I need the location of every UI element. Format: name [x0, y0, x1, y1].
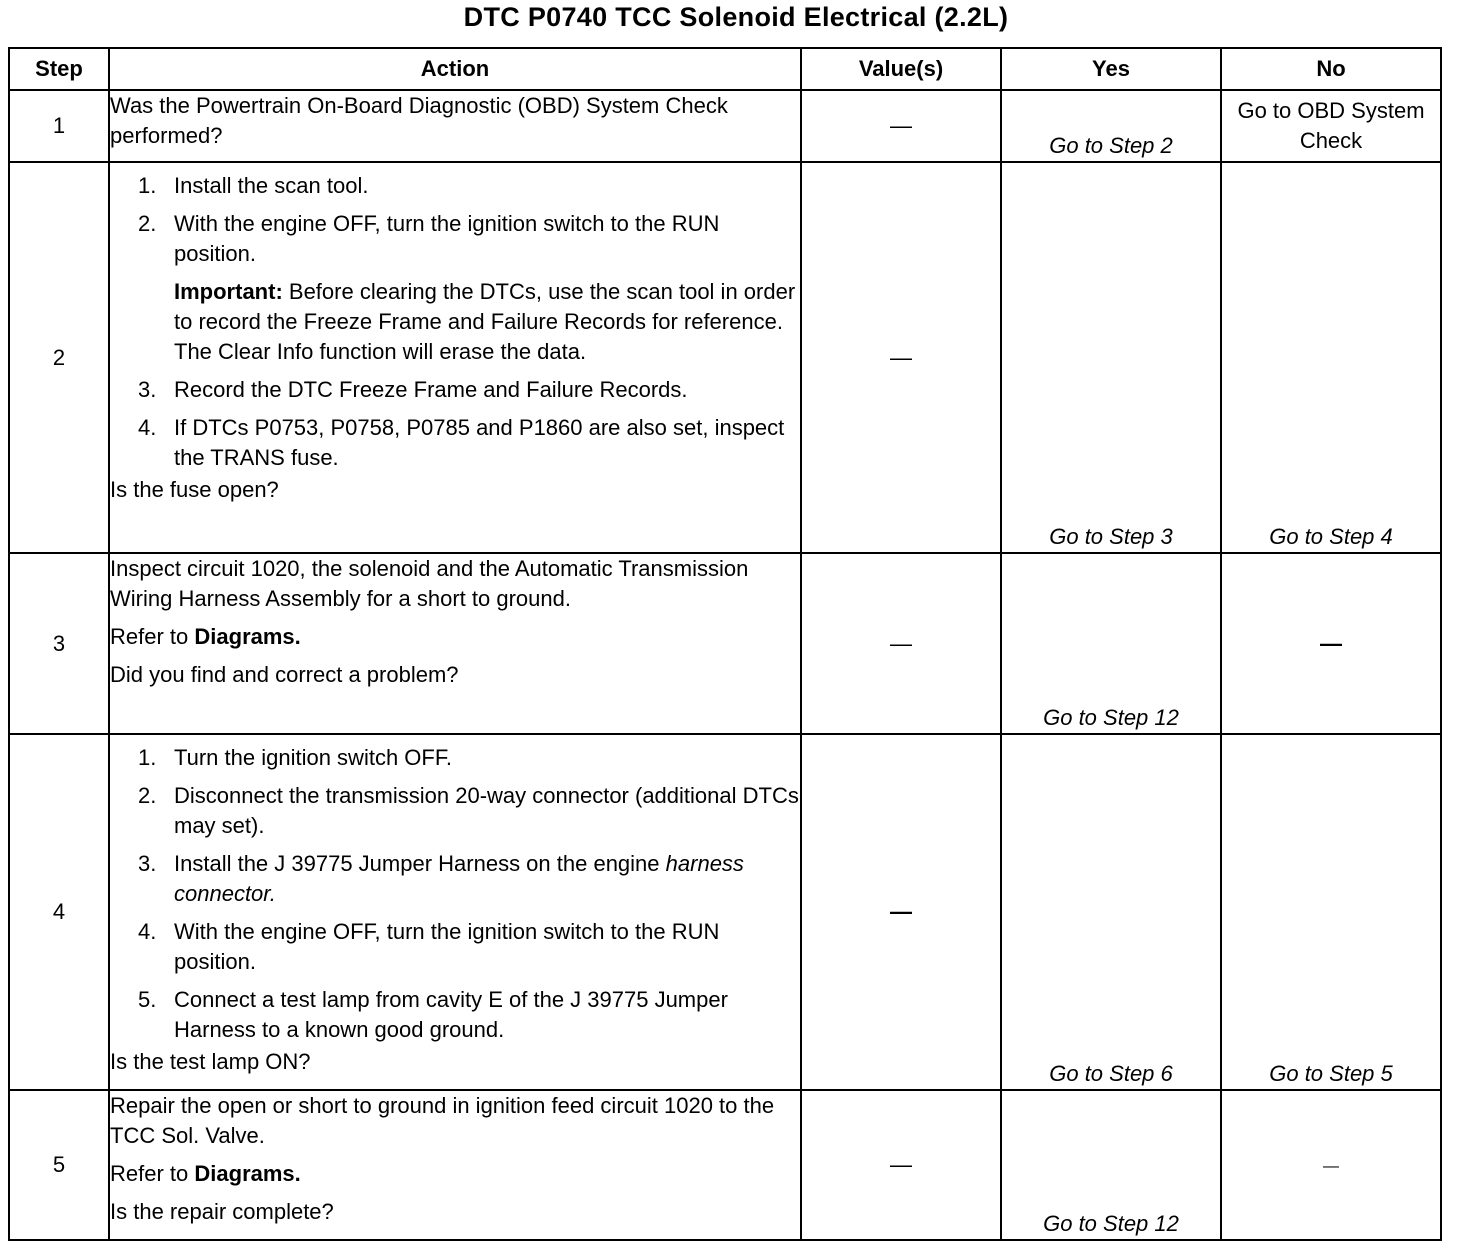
list-item: [110, 413, 800, 473]
no-dash: —: [1320, 630, 1342, 656]
action-question: Did you find and correct a problem?: [110, 662, 459, 687]
action-text: Repair the open or short to ground in ignition feed circuit 1020 to the TCC Sol. Valve.: [110, 1093, 775, 1148]
action-steps: [110, 743, 800, 1045]
yes-cell: [1001, 553, 1221, 734]
no-cell: [1221, 162, 1441, 553]
no-cell: [1221, 1090, 1441, 1240]
action-text: Inspect circuit 1020, the solenoid and the Automatic Transmission Wiring Harness Assembly for a short to ground.: [110, 556, 749, 611]
no-cell: [1221, 553, 1441, 734]
value-cell: [801, 553, 1001, 734]
table-row: [9, 162, 1441, 553]
action-text: Was the Powertrain On-Board Diagnostic (OBD) System Check performed?: [110, 93, 728, 148]
yes-cell: [1001, 90, 1221, 162]
action-question: Is the fuse open?: [110, 477, 279, 502]
action-cell: [109, 162, 801, 553]
yes-goto-link[interactable]: Go to Step 12: [1043, 1211, 1179, 1236]
item-number: 1.: [138, 173, 157, 198]
important-label: Important:: [174, 279, 283, 304]
action-cell: [109, 90, 801, 162]
list-item: [110, 375, 800, 405]
no-cell: [1221, 734, 1441, 1090]
table-row: [9, 553, 1441, 734]
step-number: 2: [9, 162, 109, 553]
item-text-italic: harness connector.: [174, 851, 744, 906]
header-action: Action: [109, 48, 801, 90]
item-number: 2.: [138, 211, 157, 236]
refer-line: [110, 622, 800, 652]
value-dash: —: [890, 113, 912, 138]
item-number: 3.: [138, 851, 157, 876]
list-item: [110, 917, 800, 977]
item-text: Record the DTC Freeze Frame and Failure Records.: [174, 377, 688, 402]
refer-prefix: Refer to: [110, 624, 189, 649]
item-text: If DTCs P0753, P0758, P0785 and P1860 are also set, inspect the TRANS fuse.: [174, 415, 785, 470]
header-values: Value(s): [801, 48, 1001, 90]
action-cell: [109, 1090, 801, 1240]
item-number: 4.: [138, 919, 157, 944]
refer-prefix: Refer to: [110, 1161, 189, 1186]
item-number: 1.: [138, 745, 157, 770]
table-row: [9, 90, 1441, 162]
list-item: [110, 985, 800, 1045]
item-text: Turn the ignition switch OFF.: [174, 745, 452, 770]
yes-cell: [1001, 734, 1221, 1090]
list-item: [110, 743, 800, 773]
value-cell: [801, 734, 1001, 1090]
yes-cell: [1001, 1090, 1221, 1240]
yes-goto-link[interactable]: Go to Step 2: [1049, 133, 1173, 158]
value-dash: —: [890, 344, 912, 370]
no-goto-link[interactable]: Go to Step 4: [1269, 524, 1393, 549]
table-row: [9, 734, 1441, 1090]
no-goto-link[interactable]: Go to OBD System Check: [1237, 98, 1425, 153]
item-text: Disconnect the transmission 20-way connector (additional DTCs may set).: [174, 783, 799, 838]
no-cell: [1221, 90, 1441, 162]
important-text: Before clearing the DTCs, use the scan tool in order to record the Freeze Frame and Failure Records for reference. The Clear Info function will erase the data.: [174, 279, 796, 364]
header-yes: Yes: [1001, 48, 1221, 90]
list-item: [110, 849, 800, 909]
item-text: With the engine OFF, turn the ignition switch to the RUN position.: [174, 211, 720, 266]
table-row: [9, 1090, 1441, 1240]
value-cell: [801, 162, 1001, 553]
step-number: 5: [9, 1090, 109, 1240]
step-number: 4: [9, 734, 109, 1090]
step-number: 1: [9, 90, 109, 162]
page-title: DTC P0740 TCC Solenoid Electrical (2.2L): [463, 2, 1009, 32]
no-goto-link[interactable]: Go to Step 5: [1269, 1061, 1393, 1086]
item-text: Install the scan tool.: [174, 173, 369, 198]
item-number: 5.: [138, 987, 157, 1012]
value-cell: [801, 90, 1001, 162]
header-step: Step: [9, 48, 109, 90]
action-cell: [109, 553, 801, 734]
yes-cell: [1001, 162, 1221, 553]
action-question: Is the test lamp ON?: [110, 1049, 311, 1074]
header-no: No: [1221, 48, 1441, 90]
value-dash: —: [890, 630, 912, 656]
header-row: [9, 48, 1441, 90]
yes-goto-link[interactable]: Go to Step 6: [1049, 1061, 1173, 1086]
yes-goto-link[interactable]: Go to Step 12: [1043, 705, 1179, 730]
action-steps: [110, 375, 800, 473]
diagnostic-table: [8, 47, 1442, 1241]
value-dash: —: [890, 899, 912, 924]
value-dash: —: [890, 1152, 912, 1177]
item-text: Install the J 39775 Jumper Harness on the engine: [174, 851, 660, 876]
item-number: 4.: [138, 415, 157, 440]
action-question: Is the repair complete?: [110, 1199, 334, 1224]
action-steps: [110, 171, 800, 269]
diagrams-link[interactable]: Diagrams.: [194, 1161, 301, 1186]
action-cell: [109, 734, 801, 1090]
refer-line: [110, 1159, 800, 1189]
no-dash: —: [1323, 1157, 1339, 1175]
list-item: [110, 781, 800, 841]
list-item: [110, 209, 800, 269]
item-text: With the engine OFF, turn the ignition switch to the RUN position.: [174, 919, 720, 974]
list-item: [110, 171, 800, 201]
item-text: Connect a test lamp from cavity E of the J 39775 Jumper Harness to a known good ground.: [174, 987, 728, 1042]
item-number: 3.: [138, 377, 157, 402]
diagrams-link[interactable]: Diagrams.: [194, 624, 301, 649]
item-number: 2.: [138, 783, 157, 808]
important-note: [110, 277, 800, 367]
step-number: 3: [9, 553, 109, 734]
value-cell: [801, 1090, 1001, 1240]
yes-goto-link[interactable]: Go to Step 3: [1049, 524, 1173, 549]
